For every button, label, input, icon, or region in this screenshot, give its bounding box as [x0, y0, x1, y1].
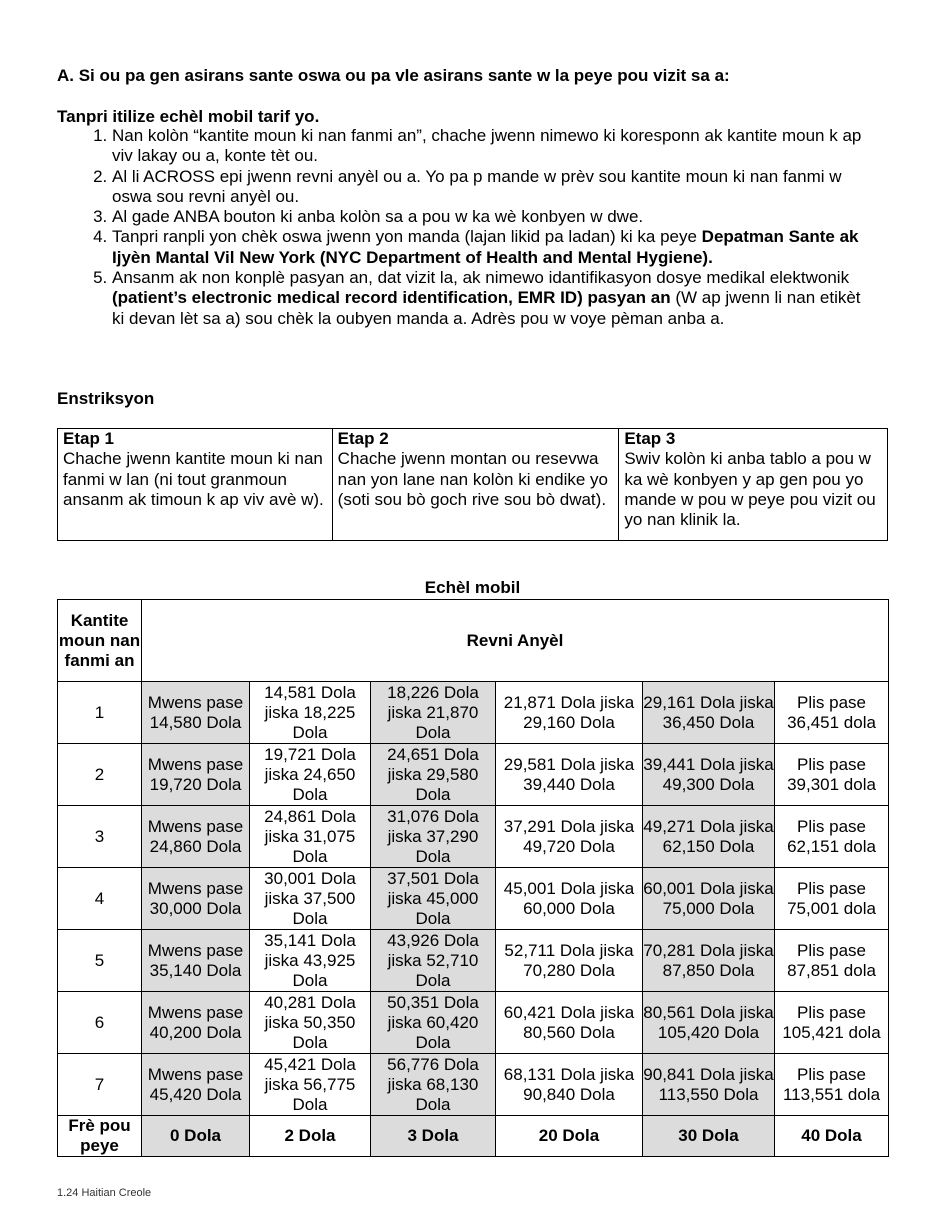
household-size-cell: 3	[58, 806, 142, 868]
instructions-title: Tanpri itilize echèl mobil tarif yo.	[57, 107, 320, 126]
sliding-scale-title: Echèl mobil	[424, 578, 521, 597]
income-cell: Mwens pase 19,720 Dola	[142, 744, 250, 806]
income-cell: 52,711 Dola jiska 70,280 Dola	[496, 930, 643, 992]
income-cell: 18,226 Dola jiska 21,870 Dola	[371, 682, 496, 744]
income-cell: Plis pase 113,551 dola	[775, 1054, 889, 1116]
income-cell: 45,001 Dola jiska 60,000 Dola	[496, 868, 643, 930]
income-cell: 29,161 Dola jiska 36,450 Dola	[643, 682, 775, 744]
etap-text: Chache jwenn montan ou resevwa nan yon lane nan kolòn ki endike yo (soti sou bò goch rive sou bò dwat).	[337, 449, 608, 509]
restrictions-title: Enstriksyon	[57, 389, 155, 408]
table-row	[58, 806, 889, 868]
table-row	[58, 868, 889, 930]
income-cell: Mwens pase 35,140 Dola	[142, 930, 250, 992]
income-cell: Plis pase 36,451 dola	[775, 682, 889, 744]
income-cell: Plis pase 39,301 dola	[775, 744, 889, 806]
fee-cell: 3 Dola	[371, 1116, 496, 1157]
household-size-cell: 5	[58, 930, 142, 992]
income-cell: 14,581 Dola jiska 18,225 Dola	[250, 682, 371, 744]
table-row	[58, 992, 889, 1054]
etap-cell	[332, 429, 619, 541]
fee-label: Frè pou peye	[58, 1116, 142, 1157]
income-cell: 21,871 Dola jiska 29,160 Dola	[496, 682, 643, 744]
income-cell: 90,841 Dola jiska 113,550 Dola	[643, 1054, 775, 1116]
income-cell: 19,721 Dola jiska 24,650 Dola	[250, 744, 371, 806]
section-a-heading: A. Si ou pa gen asirans sante oswa ou pa vle asirans sante w la peye pou vizit sa a:	[57, 66, 730, 85]
income-cell: 35,141 Dola jiska 43,925 Dola	[250, 930, 371, 992]
income-cell: Mwens pase 30,000 Dola	[142, 868, 250, 930]
etap-cell	[58, 429, 333, 541]
household-size-cell: 7	[58, 1054, 142, 1116]
sliding-scale-table	[57, 599, 889, 1157]
etap-heading: Etap 1	[63, 429, 115, 448]
income-cell: Plis pase 75,001 dola	[775, 868, 889, 930]
table-row	[58, 1054, 889, 1116]
steps-table	[57, 428, 888, 541]
instruction-step: 4. Tanpri ranpli yon chèk oswa jwenn yon manda (lajan likid pa ladan) ki ka peye Depatman Sante ak Ijyèn Mantal Vil New York (NYC Department of Health and Mental Hygiene).	[112, 227, 872, 268]
income-cell: 30,001 Dola jiska 37,500 Dola	[250, 868, 371, 930]
fee-cell: 0 Dola	[142, 1116, 250, 1157]
household-size-cell: 1	[58, 682, 142, 744]
income-cell: 70,281 Dola jiska 87,850 Dola	[643, 930, 775, 992]
income-cell: 68,131 Dola jiska 90,840 Dola	[496, 1054, 643, 1116]
income-cell: Mwens pase 40,200 Dola	[142, 992, 250, 1054]
income-cell: 24,651 Dola jiska 29,580 Dola	[371, 744, 496, 806]
instruction-steps	[57, 126, 872, 329]
income-cell: 37,501 Dola jiska 45,000 Dola	[371, 868, 496, 930]
household-size-cell: 6	[58, 992, 142, 1054]
table-row	[58, 930, 889, 992]
table-row	[58, 744, 889, 806]
instruction-step: 2. Al li ACROSS epi jwenn revni anyèl ou a. Yo pa p mande w prèv sou kantite moun ki nan fanmi w oswa sou revni anyèl ou.	[112, 167, 872, 208]
income-cell: Plis pase 87,851 dola	[775, 930, 889, 992]
income-cell: 24,861 Dola jiska 31,075 Dola	[250, 806, 371, 868]
annual-income-header: Revni Anyèl	[142, 600, 889, 682]
income-cell: 31,076 Dola jiska 37,290 Dola	[371, 806, 496, 868]
income-cell: 56,776 Dola jiska 68,130 Dola	[371, 1054, 496, 1116]
income-cell: Mwens pase 14,580 Dola	[142, 682, 250, 744]
etap-heading: Etap 3	[624, 429, 676, 448]
instruction-step: 5. Ansanm ak non konplè pasyan an, dat vizit la, ak nimewo idantifikasyon dosye medikal elektwonik (patient’s electronic medical record identification, EMR ID) pasyan an (W ap jwenn li nan etikèt ki devan lèt sa a) sou chèk la oubyen manda a. Adrès pou w voye pèman anba a.	[112, 268, 872, 329]
table-row	[58, 682, 889, 744]
income-cell: 50,351 Dola jiska 60,420 Dola	[371, 992, 496, 1054]
etap-cell	[619, 429, 888, 541]
income-cell: 80,561 Dola jiska 105,420 Dola	[643, 992, 775, 1054]
income-cell: Plis pase 105,421 dola	[775, 992, 889, 1054]
household-size-header: Kantite moun nan fanmi an	[58, 600, 142, 682]
household-size-cell: 2	[58, 744, 142, 806]
income-cell: Plis pase 62,151 dola	[775, 806, 889, 868]
instruction-step: 1. Nan kolòn “kantite moun ki nan fanmi an”, chache jwenn nimewo ki koresponn ak kantite moun k ap viv lakay ou a, konte tèt ou.	[112, 126, 872, 167]
income-cell: 60,421 Dola jiska 80,560 Dola	[496, 992, 643, 1054]
fee-cell: 30 Dola	[643, 1116, 775, 1157]
income-cell: 40,281 Dola jiska 50,350 Dola	[250, 992, 371, 1054]
income-cell: Mwens pase 45,420 Dola	[142, 1054, 250, 1116]
income-cell: 29,581 Dola jiska 39,440 Dola	[496, 744, 643, 806]
instruction-step: 3. Al gade ANBA bouton ki anba kolòn sa a pou w ka wè konbyen w dwe.	[112, 207, 872, 227]
fee-row	[58, 1116, 889, 1157]
income-cell: 37,291 Dola jiska 49,720 Dola	[496, 806, 643, 868]
income-cell: 39,441 Dola jiska 49,300 Dola	[643, 744, 775, 806]
footer-label: 1.24 Haitian Creole	[57, 1187, 152, 1199]
etap-heading: Etap 2	[337, 429, 389, 448]
income-cell: 60,001 Dola jiska 75,000 Dola	[643, 868, 775, 930]
income-cell: 43,926 Dola jiska 52,710 Dola	[371, 930, 496, 992]
etap-text: Swiv kolòn ki anba tablo a pou w ka wè konbyen y ap gen pou yo mande w pou w peye pou vizit ou yo nan klinik la.	[624, 449, 876, 530]
income-cell: Mwens pase 24,860 Dola	[142, 806, 250, 868]
household-size-cell: 4	[58, 868, 142, 930]
fee-cell: 20 Dola	[496, 1116, 643, 1157]
income-cell: 49,271 Dola jiska 62,150 Dola	[643, 806, 775, 868]
fee-cell: 2 Dola	[250, 1116, 371, 1157]
etap-text: Chache jwenn kantite moun ki nan fanmi w lan (ni tout granmoun ansanm ak timoun k ap viv avè w).	[63, 449, 324, 509]
income-cell: 45,421 Dola jiska 56,775 Dola	[250, 1054, 371, 1116]
fee-cell: 40 Dola	[775, 1116, 889, 1157]
